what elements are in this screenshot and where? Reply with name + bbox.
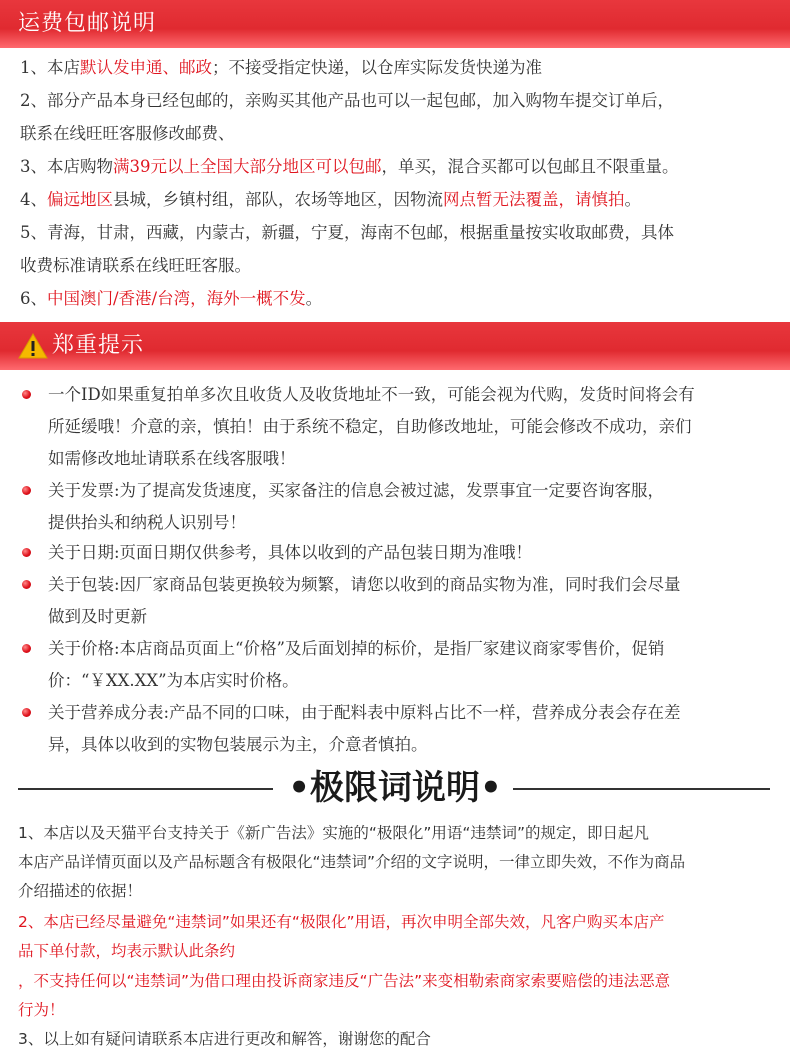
notice-banner — [0, 322, 790, 370]
warning-icon — [18, 333, 48, 359]
limit-line-red: ，不支持任何以“违禁词”为借口理由投诉商家违反“广告法”来变相勒索商家索要赔偿的违法恶意 — [18, 972, 671, 990]
notice-line: 关于价格:本店商品页面上“价格”及后面划掉的标价，是指厂家建议商家零售价，促销 — [48, 639, 665, 658]
bullet-icon — [22, 548, 31, 557]
shipping-line-2: 2、部分产品本身已经包邮的，亲购买其他产品也可以一起包邮，加入购物车提交订单后， — [20, 91, 674, 110]
notice-line: 关于包装:因厂家商品包装更换较为频繁，请您以收到的商品实物为准，同时我们会尽量 — [48, 575, 681, 594]
shipping-line-5: 5、青海，甘肃，西藏，内蒙古，新疆，宁夏，海南不包邮，根据重量按实收取邮费，具体 — [20, 223, 674, 242]
notice-line: 关于日期:页面日期仅供参考，具体以收到的产品包装日期为准哦！ — [48, 543, 533, 562]
shipping-line-3: 3、本店购物满39元以上全国大部分地区可以包邮，单买，混合买都可以包邮且不限重量。 — [20, 157, 679, 176]
notice-title: 郑重提示 — [52, 333, 145, 358]
notice-line: 一个ID如果重复拍单多次且收货人及收货地址不一致，可能会视为代购，发货时间将会有 — [48, 385, 695, 404]
shipping-line-4: 4、偏远地区县城，乡镇村组，部队，农场等地区，因物流网点暂无法覆盖，请慎拍。 — [20, 190, 641, 209]
limit-line: 本店产品详情页面以及产品标题含有极限化“违禁词”介绍的文字说明，一律立即失效，不作为商品 — [18, 853, 686, 871]
shipping-line-6: 6、中国澳门/香港/台湾，海外一概不发。 — [20, 289, 323, 308]
notice-line: 关于营养成分表:产品不同的口味，由于配料表中原料占比不一样，营养成分表会存在差 — [48, 703, 681, 722]
limit-line: 3、以上如有疑问请联系本店进行更改和解答，谢谢您的配合 — [18, 1030, 431, 1048]
notice-line: 价：“￥XX.XX”为本店实时价格。 — [48, 671, 299, 690]
bullet-icon — [22, 390, 31, 399]
shipping-line-1: 1、本店默认发申通、邮政；不接受指定快递，以仓库实际发货快递为准 — [20, 58, 542, 77]
notice-line: 所延缓哦！介意的亲，慎拍！由于系统不稳定，自助修改地址，可能会修改不成功，亲们 — [48, 417, 692, 436]
notice-line: 异，具体以收到的实物包装展示为主，介意者慎拍。 — [48, 735, 428, 754]
shipping-banner — [0, 0, 790, 48]
bullet-icon — [22, 486, 31, 495]
limit-line-red: 行为！ — [18, 1001, 65, 1019]
limit-line: 1、本店以及天猫平台支持关于《新广告法》实施的“极限化”用语“违禁词”的规定，即日起凡 — [18, 824, 649, 842]
bullet-icon — [22, 580, 31, 589]
shipping-line-2-cont: 联系在线旺旺客服修改邮费、 — [20, 124, 235, 143]
notice-line: 如需修改地址请联系在线客服哦！ — [48, 449, 296, 468]
limit-line: 介绍描述的依据！ — [18, 882, 143, 900]
limit-line-red: 品下单付款，均表示默认此条约 — [18, 942, 236, 960]
notice-line: 提供抬头和纳税人识别号！ — [48, 513, 246, 532]
limit-title: •极限词说明• — [288, 768, 502, 808]
bullet-icon — [22, 644, 31, 653]
notice-line: 关于发票:为了提高发货速度，买家备注的信息会被过滤，发票事宜一定要咨询客服， — [48, 481, 665, 500]
limit-line-red: 2、本店已经尽量避免“违禁词”如果还有“极限化”用语，再次申明全部失效，凡客户购买本店产 — [18, 913, 665, 931]
shipping-title: 运费包邮说明 — [18, 11, 157, 36]
shipping-line-5-cont: 收费标准请联系在线旺旺客服。 — [20, 256, 251, 275]
bullet-icon — [22, 708, 31, 717]
notice-line: 做到及时更新 — [48, 607, 147, 626]
